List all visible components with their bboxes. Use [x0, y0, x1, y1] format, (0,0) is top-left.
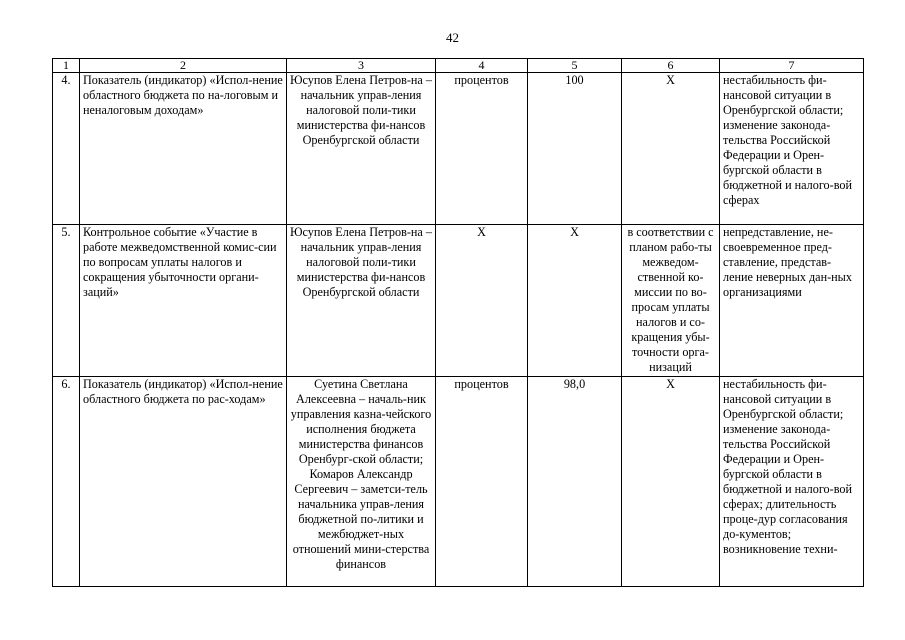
unit-of-measure: процентов — [436, 377, 528, 587]
deadline: X — [622, 377, 720, 587]
table-row — [53, 225, 864, 377]
header-col-1: 1 — [53, 59, 80, 73]
header-col-3: 3 — [287, 59, 436, 73]
header-col-7: 7 — [720, 59, 864, 73]
table-row — [53, 377, 864, 587]
risks-text: нестабильность фи-нансовой ситуации в Оренбургской области; изменение законода-тельства Российской Федерации и Орен-бургской области в бюджетной и налого-вой сферах; длительность проце-дур согласования до-кументов; возникновение техни- — [723, 377, 852, 556]
plan-table — [52, 58, 864, 587]
unit-of-measure: процентов — [436, 73, 528, 225]
indicator-name: Показатель (индикатор) «Испол-нение областного бюджета по рас-ходам» — [80, 377, 287, 587]
unit-of-measure: X — [436, 225, 528, 377]
page-number: 42 — [446, 30, 459, 45]
row-number: 4. — [53, 73, 80, 225]
header-col-2: 2 — [80, 59, 287, 73]
deadline: в соответствии с планом рабо-ты межведом-ственной ко-миссии по во-просам уплаты налогов и со-кращения убы-точности орга-низаций — [622, 225, 720, 377]
header-row — [53, 59, 864, 73]
target-value: 98,0 — [528, 377, 622, 587]
indicator-name: Показатель (индикатор) «Испол-нение областного бюджета по на-логовым и неналоговым доходам» — [80, 73, 287, 225]
responsible-person — [287, 377, 436, 587]
responsible-person: Юсупов Елена Петров-на – начальник управ-ления налоговой поли-тики министерства фи-нансов Оренбургской области — [287, 73, 436, 225]
row-number: 6. — [53, 377, 80, 587]
header-col-5: 5 — [528, 59, 622, 73]
header-col-4: 4 — [436, 59, 528, 73]
risks: нестабильность фи-нансовой ситуации в Оренбургской области; изменение законода-тельства Российской Федерации и Орен-бургской области в бюджетной и налого-вой сферах — [720, 73, 864, 225]
target-value: 100 — [528, 73, 622, 225]
table-row — [53, 73, 864, 225]
responsible-person-text: Суетина Светлана Алексеевна – началь-ник управления казна-чейского исполнения бюджета министерства финансов Оренбург-ской области; Комаров Александр Сергеевич – заметси-тель начальника управ-ления бюджетной по-литики и межбюджет-ных отношений мини-стерства финансов — [290, 377, 432, 571]
deadline: X — [622, 73, 720, 225]
risks — [720, 377, 864, 587]
indicator-name: Контрольное событие «Участие в работе межведомственной комис-сии по вопросам уплаты налогов и сокращения убыточности органи-заций» — [80, 225, 287, 377]
risks: непредставление, не-своевременное пред-ставление, представ-ление неверных дан-ных организациями — [720, 225, 864, 377]
header-col-6: 6 — [622, 59, 720, 73]
responsible-person: Юсупов Елена Петров-на – начальник управ-ления налоговой поли-тики министерства фи-нансов Оренбургской области — [287, 225, 436, 377]
target-value: X — [528, 225, 622, 377]
row-number: 5. — [53, 225, 80, 377]
